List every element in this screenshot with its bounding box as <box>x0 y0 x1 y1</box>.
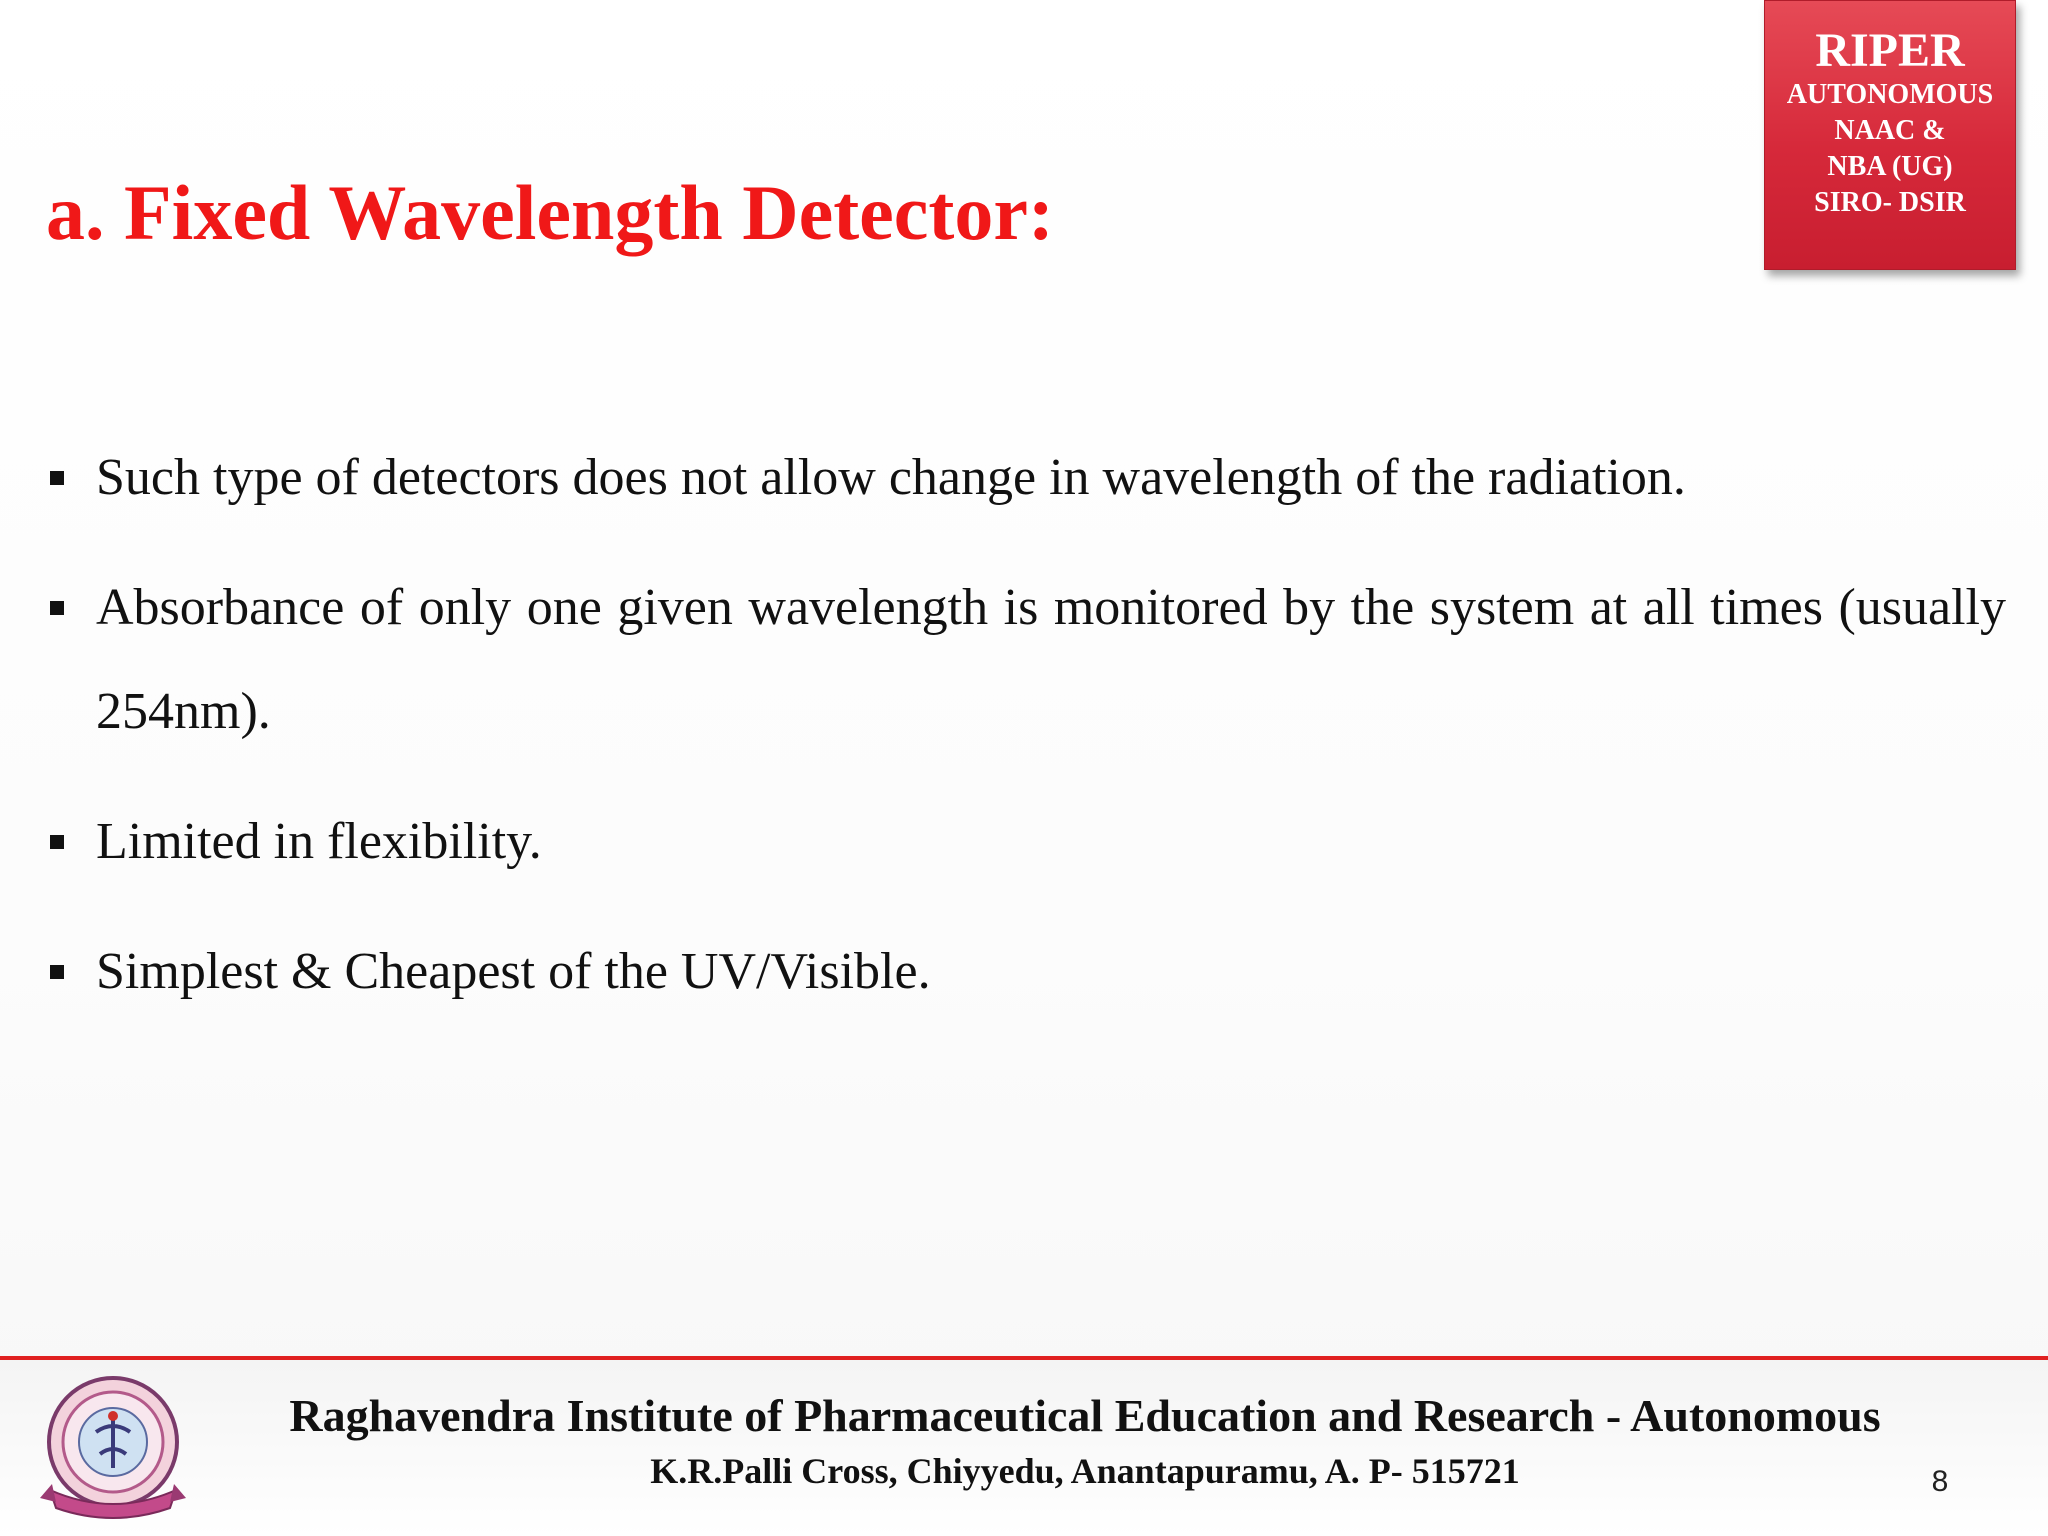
bullet-item <box>46 790 2006 894</box>
bullet-item <box>46 426 2006 530</box>
bullet-text: Limited in flexibility. <box>96 813 542 870</box>
square-bullet-icon <box>50 601 64 615</box>
bullet-text: Such type of detectors does not allow change in wavelength of the radiation. <box>96 449 1686 506</box>
badge-name: RIPER <box>1815 24 1965 77</box>
square-bullet-icon <box>50 965 64 979</box>
bullet-text: Simplest & Cheapest of the UV/Visible. <box>96 943 931 1000</box>
badge-line-nba: NBA (UG) <box>1827 151 1953 182</box>
footer-divider <box>0 1356 2048 1360</box>
bullet-text: Absorbance of only one given wavelength is monitored by the system at all times (usually 254nm). <box>96 579 2006 740</box>
bullet-item <box>46 920 2006 1024</box>
footer-address: K.R.Palli Cross, Chiyyedu, Anantapuramu, A. P- 515721 <box>650 1451 1520 1491</box>
footer-institution-name: Raghavendra Institute of Pharmaceutical Education and Research - Autonomous <box>289 1390 1881 1441</box>
badge-line-siro: SIRO- DSIR <box>1814 187 1966 218</box>
square-bullet-icon <box>50 471 64 485</box>
institute-seal-icon <box>38 1372 188 1522</box>
bullet-list <box>46 426 2006 1050</box>
bullet-item <box>46 556 2006 764</box>
square-bullet-icon <box>50 835 64 849</box>
badge-line-naac: NAAC & <box>1834 115 1946 146</box>
riper-accreditation-badge <box>1764 0 2016 270</box>
page-number: 8 <box>1931 1465 1949 1498</box>
badge-line-autonomous: AUTONOMOUS <box>1786 79 1994 110</box>
slide-title: a. Fixed Wavelength Detector: <box>46 169 1054 256</box>
